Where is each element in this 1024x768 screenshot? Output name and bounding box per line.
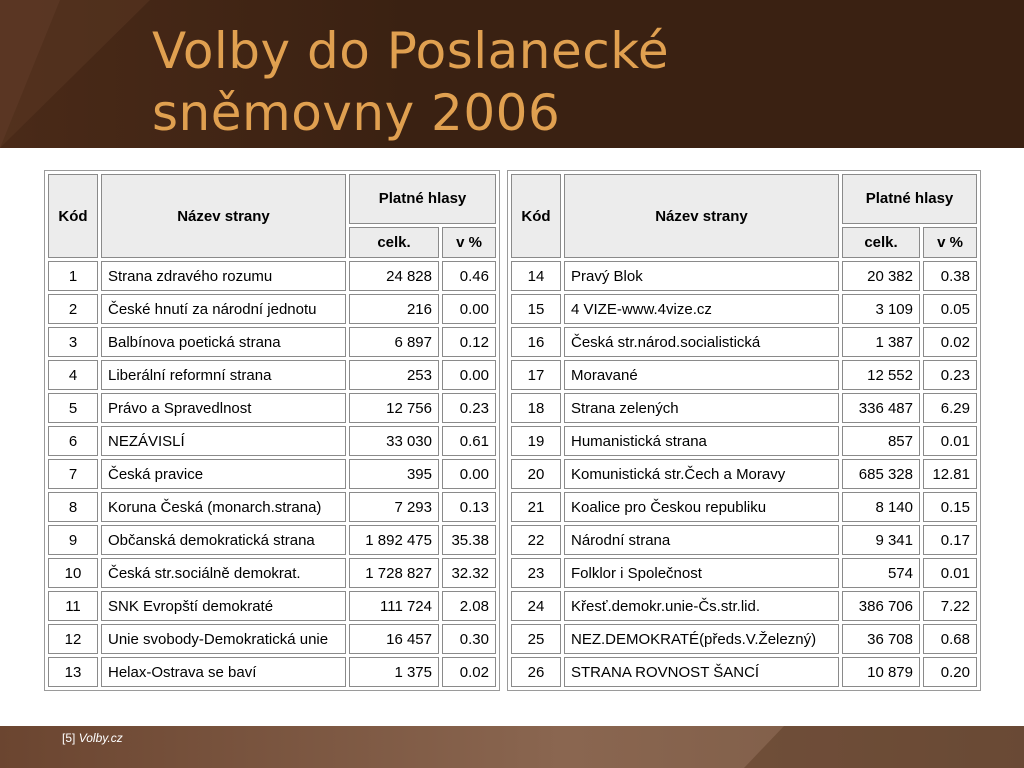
votes-total: 216 bbox=[349, 294, 439, 324]
party-code: 23 bbox=[511, 558, 561, 588]
party-code: 16 bbox=[511, 327, 561, 357]
votes-total: 10 879 bbox=[842, 657, 920, 687]
party-code: 7 bbox=[48, 459, 98, 489]
header-code: Kód bbox=[48, 174, 98, 258]
votes-total: 253 bbox=[349, 360, 439, 390]
table-row bbox=[48, 393, 496, 423]
votes-percent: 0.68 bbox=[923, 624, 977, 654]
party-name: Unie svobody-Demokratická unie bbox=[101, 624, 346, 654]
party-code: 13 bbox=[48, 657, 98, 687]
votes-percent: 0.00 bbox=[442, 360, 496, 390]
votes-total: 6 897 bbox=[349, 327, 439, 357]
source-link[interactable]: Volby.cz bbox=[78, 731, 123, 745]
votes-total: 12 756 bbox=[349, 393, 439, 423]
votes-percent: 12.81 bbox=[923, 459, 977, 489]
votes-total: 16 457 bbox=[349, 624, 439, 654]
party-name: NEZ.DEMOKRATÉ(předs.V.Železný) bbox=[564, 624, 839, 654]
votes-total: 20 382 bbox=[842, 261, 920, 291]
header-code: Kód bbox=[511, 174, 561, 258]
table-row bbox=[48, 459, 496, 489]
party-name: Česká pravice bbox=[101, 459, 346, 489]
party-code: 22 bbox=[511, 525, 561, 555]
party-name: 4 VIZE-www.4vize.cz bbox=[564, 294, 839, 324]
party-code: 24 bbox=[511, 591, 561, 621]
votes-total: 24 828 bbox=[349, 261, 439, 291]
results-table-left bbox=[44, 170, 500, 691]
votes-percent: 0.46 bbox=[442, 261, 496, 291]
table-row bbox=[511, 459, 977, 489]
votes-total: 336 487 bbox=[842, 393, 920, 423]
votes-percent: 0.23 bbox=[923, 360, 977, 390]
votes-total: 3 109 bbox=[842, 294, 920, 324]
votes-percent: 0.01 bbox=[923, 558, 977, 588]
party-name: Právo a Spravedlnost bbox=[101, 393, 346, 423]
votes-total: 386 706 bbox=[842, 591, 920, 621]
party-code: 3 bbox=[48, 327, 98, 357]
source-ref: [5] bbox=[62, 731, 76, 745]
party-name: Česká str.národ.socialistická bbox=[564, 327, 839, 357]
votes-percent: 0.17 bbox=[923, 525, 977, 555]
party-name: Komunistická str.Čech a Moravy bbox=[564, 459, 839, 489]
votes-percent: 0.38 bbox=[923, 261, 977, 291]
party-name: Strana zelených bbox=[564, 393, 839, 423]
slide-footer bbox=[0, 726, 1024, 768]
slide-content bbox=[0, 148, 1024, 726]
footer-decoration bbox=[604, 726, 1024, 768]
votes-percent: 0.05 bbox=[923, 294, 977, 324]
table-row bbox=[511, 261, 977, 291]
party-code: 10 bbox=[48, 558, 98, 588]
table-row bbox=[511, 393, 977, 423]
header-total: celk. bbox=[842, 227, 920, 258]
votes-total: 8 140 bbox=[842, 492, 920, 522]
table-row bbox=[48, 261, 496, 291]
table-row bbox=[511, 591, 977, 621]
votes-percent: 0.00 bbox=[442, 459, 496, 489]
votes-percent: 0.20 bbox=[923, 657, 977, 687]
table-row bbox=[48, 360, 496, 390]
table-row bbox=[511, 558, 977, 588]
party-code: 4 bbox=[48, 360, 98, 390]
party-code: 18 bbox=[511, 393, 561, 423]
header-name: Název strany bbox=[564, 174, 839, 258]
votes-percent: 7.22 bbox=[923, 591, 977, 621]
votes-total: 9 341 bbox=[842, 525, 920, 555]
party-code: 19 bbox=[511, 426, 561, 456]
party-code: 9 bbox=[48, 525, 98, 555]
votes-total: 685 328 bbox=[842, 459, 920, 489]
table-row bbox=[511, 294, 977, 324]
party-code: 25 bbox=[511, 624, 561, 654]
party-name: Humanistická strana bbox=[564, 426, 839, 456]
header-valid: Platné hlasy bbox=[842, 174, 977, 224]
header-total: celk. bbox=[349, 227, 439, 258]
party-name: Balbínova poetická strana bbox=[101, 327, 346, 357]
party-name: Koruna Česká (monarch.strana) bbox=[101, 492, 346, 522]
party-name: Pravý Blok bbox=[564, 261, 839, 291]
party-name: Křesť.demokr.unie-Čs.str.lid. bbox=[564, 591, 839, 621]
table-row bbox=[511, 624, 977, 654]
votes-percent: 0.30 bbox=[442, 624, 496, 654]
table-row bbox=[48, 657, 496, 687]
table-row bbox=[511, 426, 977, 456]
votes-percent: 2.08 bbox=[442, 591, 496, 621]
votes-percent: 6.29 bbox=[923, 393, 977, 423]
votes-total: 7 293 bbox=[349, 492, 439, 522]
votes-total: 36 708 bbox=[842, 624, 920, 654]
votes-percent: 32.32 bbox=[442, 558, 496, 588]
party-name: STRANA ROVNOST ŠANCÍ bbox=[564, 657, 839, 687]
source-citation bbox=[62, 731, 123, 745]
results-body-right bbox=[511, 261, 977, 687]
votes-total: 1 892 475 bbox=[349, 525, 439, 555]
table-row bbox=[48, 327, 496, 357]
votes-total: 33 030 bbox=[349, 426, 439, 456]
party-code: 14 bbox=[511, 261, 561, 291]
votes-percent: 35.38 bbox=[442, 525, 496, 555]
table-row bbox=[48, 558, 496, 588]
header-valid: Platné hlasy bbox=[349, 174, 496, 224]
party-name: NEZÁVISLÍ bbox=[101, 426, 346, 456]
party-code: 12 bbox=[48, 624, 98, 654]
votes-percent: 0.61 bbox=[442, 426, 496, 456]
table-row bbox=[48, 492, 496, 522]
table-row bbox=[48, 624, 496, 654]
table-row bbox=[48, 591, 496, 621]
party-code: 5 bbox=[48, 393, 98, 423]
table-row bbox=[511, 360, 977, 390]
table-row bbox=[48, 525, 496, 555]
votes-total: 1 375 bbox=[349, 657, 439, 687]
party-code: 21 bbox=[511, 492, 561, 522]
votes-percent: 0.12 bbox=[442, 327, 496, 357]
votes-percent: 0.01 bbox=[923, 426, 977, 456]
party-code: 11 bbox=[48, 591, 98, 621]
votes-percent: 0.23 bbox=[442, 393, 496, 423]
party-name: České hnutí za národní jednotu bbox=[101, 294, 346, 324]
party-code: 20 bbox=[511, 459, 561, 489]
votes-total: 1 728 827 bbox=[349, 558, 439, 588]
party-name: Česká str.sociálně demokrat. bbox=[101, 558, 346, 588]
table-row bbox=[511, 657, 977, 687]
votes-percent: 0.02 bbox=[442, 657, 496, 687]
table-row bbox=[511, 327, 977, 357]
table-row bbox=[48, 294, 496, 324]
results-table-right bbox=[507, 170, 981, 691]
votes-total: 395 bbox=[349, 459, 439, 489]
votes-percent: 0.15 bbox=[923, 492, 977, 522]
party-name: Liberální reformní strana bbox=[101, 360, 346, 390]
results-body-left bbox=[48, 261, 496, 687]
table-row bbox=[48, 426, 496, 456]
votes-total: 857 bbox=[842, 426, 920, 456]
party-name: Folklor i Společnost bbox=[564, 558, 839, 588]
votes-total: 12 552 bbox=[842, 360, 920, 390]
party-name: Strana zdravého rozumu bbox=[101, 261, 346, 291]
party-code: 26 bbox=[511, 657, 561, 687]
header-percent: v % bbox=[923, 227, 977, 258]
party-name: Občanská demokratická strana bbox=[101, 525, 346, 555]
header-percent: v % bbox=[442, 227, 496, 258]
party-code: 15 bbox=[511, 294, 561, 324]
table-row bbox=[511, 492, 977, 522]
votes-total: 1 387 bbox=[842, 327, 920, 357]
party-code: 1 bbox=[48, 261, 98, 291]
party-name: Národní strana bbox=[564, 525, 839, 555]
votes-percent: 0.02 bbox=[923, 327, 977, 357]
party-code: 8 bbox=[48, 492, 98, 522]
votes-total: 111 724 bbox=[349, 591, 439, 621]
table-row bbox=[511, 525, 977, 555]
slide-header bbox=[0, 0, 1024, 148]
votes-percent: 0.00 bbox=[442, 294, 496, 324]
party-name: Moravané bbox=[564, 360, 839, 390]
votes-percent: 0.13 bbox=[442, 492, 496, 522]
party-code: 6 bbox=[48, 426, 98, 456]
party-name: Koalice pro Českou republiku bbox=[564, 492, 839, 522]
header-name: Název strany bbox=[101, 174, 346, 258]
party-name: Helax-Ostrava se baví bbox=[101, 657, 346, 687]
votes-total: 574 bbox=[842, 558, 920, 588]
party-name: SNK Evropští demokraté bbox=[101, 591, 346, 621]
slide-title: Volby do Poslanecké sněmovny 2006 bbox=[152, 22, 670, 142]
party-code: 2 bbox=[48, 294, 98, 324]
party-code: 17 bbox=[511, 360, 561, 390]
